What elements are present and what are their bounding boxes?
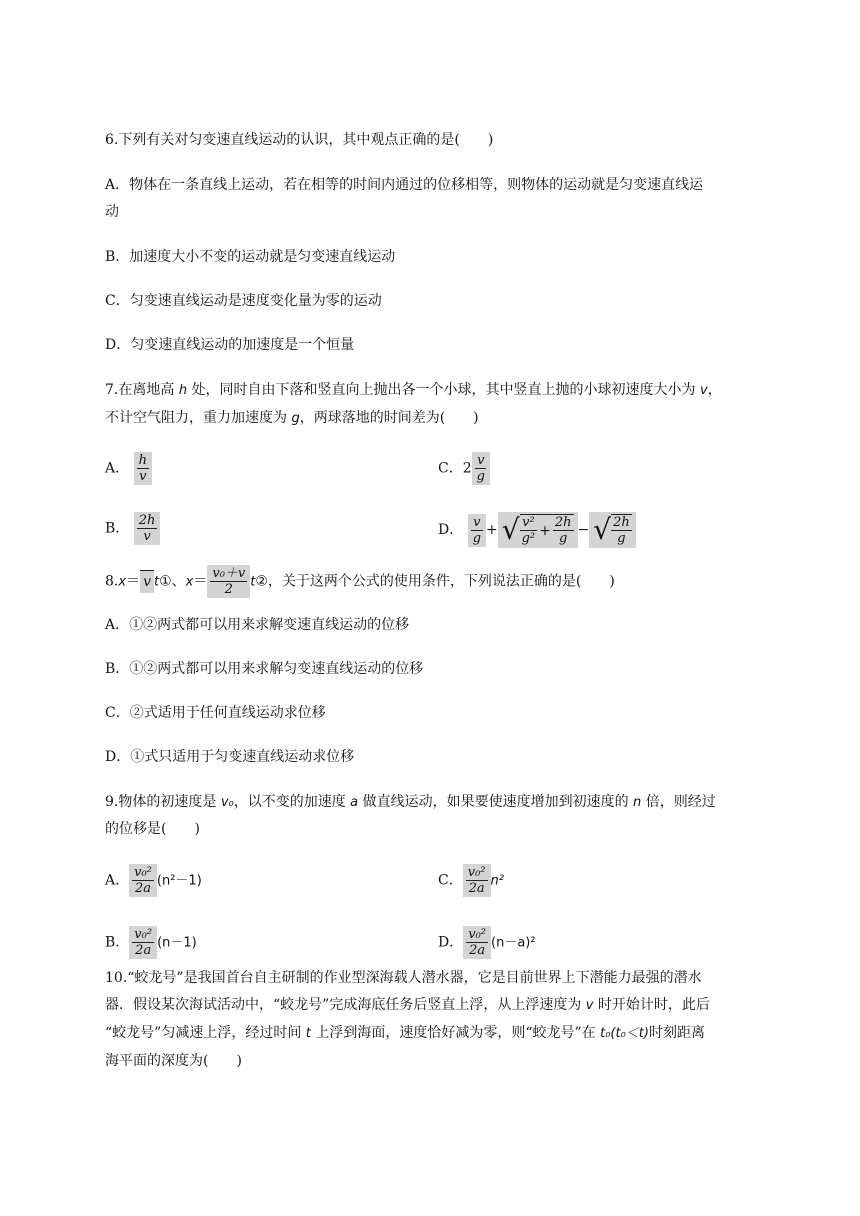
q7-d-radical-2: √ $\frac{2h}{g}$ — [589, 512, 636, 548]
q8-stem: 8.x＝ v t①、x＝ $\frac{\text{v₀＋v}}{2}$ t②，关于这两个公式的使用条件，下列说法正确的是( ) — [105, 566, 615, 597]
q9-stem-line1: 9.物体的初速度是 v₀，以不变的加速度 a 做直线运动，如果要使速度增加到初速度的 n 倍，则经过 — [105, 794, 716, 810]
q9-stem-line2: 的位移是( ) — [105, 821, 200, 837]
q7-option-b: B． $\frac{2h}{v}$ — [105, 512, 160, 545]
q10-stem-line4: 海平面的深度为( ) — [105, 1053, 242, 1069]
q8-option-d: D．①式只适用于匀变速直线运动求位移 — [105, 749, 355, 765]
q9-a-fraction: $\frac{\text{v₀²}}{2a}$ — [129, 864, 157, 897]
q6-option-c: C．匀变速直线运动是速度变化量为零的运动 — [105, 293, 382, 309]
q10-stem-line3: “蛟龙号”匀减速上浮，经过时间 t 上浮到海面，速度恰好减为零，则“蛟龙号”在 t₀(t₀＜t)时刻距离 — [105, 1025, 705, 1041]
q7-option-d: D． $\frac{v}{g}$ + √ $\frac{\text{v²}}{\text{g²}}$ + $\frac{2h}{g}$ − √ $\frac{2h}{g}$ — [438, 512, 636, 548]
q7-c-fraction: $\frac{v}{g}$ — [472, 452, 490, 485]
q8-fraction: $\frac{\text{v₀＋v}}{2}$ — [207, 565, 250, 598]
q9-option-d: D． $\frac{\text{v₀²}}{2a}$ (n－a)² — [438, 927, 536, 958]
q8-option-a: A．①②两式都可以用来求解变速直线运动的位移 — [105, 617, 410, 633]
q6-stem: 6.下列有关对匀变速直线运动的认识，其中观点正确的是( ) — [105, 132, 494, 148]
q9-b-fraction: $\frac{\text{v₀²}}{2a}$ — [129, 926, 157, 959]
q7-d-radical-1: √ $\frac{\text{v²}}{\text{g²}}$ + $\frac{2h}{g}$ — [498, 512, 578, 548]
q7-stem-line2: 不计空气阻力，重力加速度为 g，两球落地的时间差为( ) — [105, 410, 479, 426]
q7-d-fraction-v-g: $\frac{v}{g}$ — [468, 514, 486, 547]
q9-option-c: C． $\frac{\text{v₀²}}{2a}$ n² — [438, 865, 504, 896]
q6-option-a-line2: 动 — [105, 204, 119, 220]
q10-stem-line2: 器．假设某次海试活动中，“蛟龙号”完成海底任务后竖直上浮，从上浮速度为 v 时开始计时，此后 — [105, 997, 710, 1013]
q9-option-b: B． $\frac{\text{v₀²}}{2a}$ (n－1) — [105, 927, 197, 958]
q8-option-b: B．①②两式都可以用来求解匀变速直线运动的位移 — [105, 661, 424, 677]
q9-d-fraction: $\frac{\text{v₀²}}{2a}$ — [463, 926, 491, 959]
q7-b-fraction: $\frac{2h}{v}$ — [134, 512, 161, 545]
q8-vbar: v — [140, 570, 154, 593]
q10-stem-line1: 10.“蛟龙号”是我国首台自主研制的作业型深海载人潜水器，它是目前世界上下潜能力最强的潜水 — [105, 970, 702, 986]
q6-option-d: D．匀变速直线运动的加速度是一个恒量 — [105, 337, 355, 353]
q9-c-fraction: $\frac{\text{v₀²}}{2a}$ — [463, 864, 491, 897]
q7-stem-line1: 7.在离地高 h 处，同时自由下落和竖直向上抛出各一个小球，其中竖直上抛的小球初速度大小为 v， — [105, 382, 722, 398]
q9-option-a: A． $\frac{\text{v₀²}}{2a}$ (n²－1) — [105, 865, 202, 896]
q6-option-a-line1: A．物体在一条直线上运动，若在相等的时间内通过的位移相等，则物体的运动就是匀变速直线运 — [105, 177, 704, 193]
q6-option-b: B．加速度大小不变的运动就是匀变速直线运动 — [105, 249, 396, 265]
q8-option-c: C．②式适用于任何直线运动求位移 — [105, 705, 326, 721]
q7-option-c: C．2 $\frac{v}{g}$ — [438, 452, 490, 485]
q7-a-fraction: $\frac{h}{v}$ — [134, 452, 152, 485]
q7-option-a: A． $\frac{h}{v}$ — [105, 452, 152, 485]
